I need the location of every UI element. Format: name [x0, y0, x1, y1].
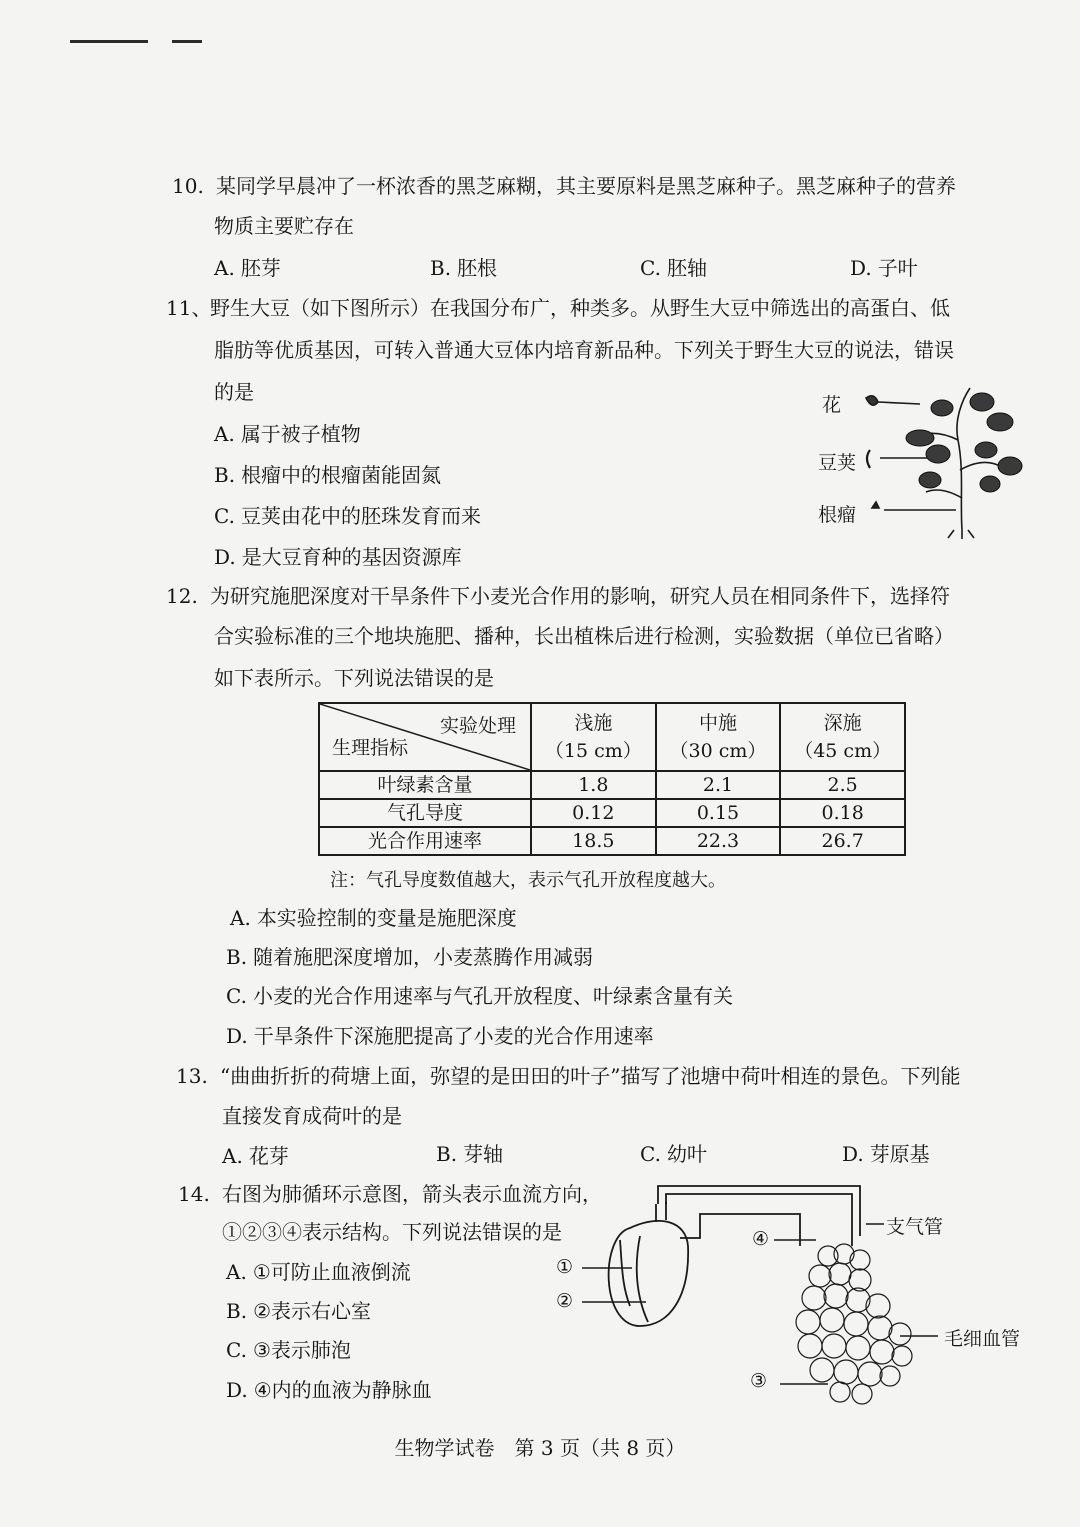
question-11-stem-cont: 脂肪等优质基因，可转入普通大豆体内培育新品种。下列关于野生大豆的说法，错误	[214, 338, 954, 362]
question-14-stem-cont: ①②③④表示结构。下列说法错误的是	[222, 1220, 562, 1244]
question-10-stem	[172, 172, 956, 200]
option-c: C. 豆荚由花中的胚珠发育而来	[214, 504, 481, 528]
question-number: 12.	[166, 584, 198, 608]
question-text: 某同学早晨冲了一杯浓香的黑芝麻糊，其主要原料是黑芝麻种子。黑芝麻种子的营养	[216, 174, 956, 198]
page-footer: 生物学试卷 第 3 页（共 8 页）	[394, 1436, 686, 1460]
question-number: 11、	[166, 296, 212, 320]
question-12-stem	[166, 582, 950, 610]
table-cell: 2.5	[780, 771, 905, 799]
figure-label-bronchus: 支气管	[886, 1216, 944, 1238]
option-d: D. ④内的血液为静脉血	[226, 1378, 432, 1402]
experiment-data-table	[318, 702, 906, 856]
option-a: A. 本实验控制的变量是施肥深度	[230, 906, 517, 930]
question-10-stem-cont: 物质主要贮存在	[214, 214, 354, 238]
figure-label-nodule: 根瘤	[818, 504, 857, 526]
column-header: 深施 （45 cm）	[780, 703, 905, 771]
option-a: A. ①可防止血液倒流	[226, 1260, 411, 1284]
option-c: C. ③表示肺泡	[226, 1338, 351, 1362]
table-cell: 22.3	[656, 827, 781, 855]
table-row	[319, 827, 905, 855]
row-label: 气孔导度	[319, 799, 531, 827]
question-text: 为研究施肥深度对干旱条件下小麦光合作用的影响，研究人员在相同条件下，选择符	[210, 584, 950, 608]
question-11-stem	[166, 294, 950, 322]
option-d: D. 干旱条件下深施肥提高了小麦的光合作用速率	[226, 1024, 654, 1048]
table-note: 注：气孔导度数值越大，表示气孔开放程度越大。	[330, 870, 726, 891]
table-cell: 0.15	[656, 799, 781, 827]
figure-marker-4: ④	[752, 1228, 770, 1250]
option-b: B. 胚根	[430, 256, 498, 280]
question-number: 10.	[172, 174, 204, 198]
figure-label-flower: 花	[822, 394, 842, 416]
question-number: 13.	[176, 1064, 208, 1088]
table-row	[319, 771, 905, 799]
table-cell: 26.7	[780, 827, 905, 855]
option-a: A. 花芽	[222, 1144, 289, 1168]
row-label: 光合作用速率	[319, 827, 531, 855]
option-d: D. 子叶	[850, 256, 918, 280]
row-axis-label: 生理指标	[332, 737, 409, 759]
figure-label-capillary: 毛细血管	[944, 1328, 1021, 1350]
option-c: C. 胚轴	[640, 256, 707, 280]
column-axis-label: 实验处理	[439, 715, 516, 737]
question-text: 右图为肺循环示意图，箭头表示血流方向，	[222, 1182, 602, 1206]
table-cell: 2.1	[656, 771, 781, 799]
figure-marker-1: ①	[556, 1256, 574, 1278]
scan-mark	[70, 40, 148, 43]
option-a: A. 胚芽	[214, 256, 281, 280]
figure-marker-2: ②	[556, 1290, 574, 1312]
question-14-stem	[178, 1180, 602, 1208]
column-header: 中施 （30 cm）	[656, 703, 781, 771]
soybean-plant-figure	[850, 380, 1040, 540]
question-number: 14.	[178, 1182, 210, 1206]
option-c: C. 小麦的光合作用速率与气孔开放程度、叶绿素含量有关	[226, 984, 733, 1008]
question-13-stem-cont: 直接发育成荷叶的是	[222, 1104, 402, 1128]
row-label: 叶绿素含量	[319, 771, 531, 799]
option-a: A. 属于被子植物	[214, 422, 361, 446]
table-cell: 18.5	[531, 827, 656, 855]
option-b: B. 根瘤中的根瘤菌能固氮	[214, 463, 442, 487]
table-row	[319, 799, 905, 827]
question-12-stem-cont: 合实验标准的三个地块施肥、播种，长出植株后进行检测，实验数据（单位已省略）	[214, 624, 954, 648]
option-b: B. 芽轴	[436, 1142, 504, 1166]
table-cell: 0.18	[780, 799, 905, 827]
column-header: 浅施 （15 cm）	[531, 703, 656, 771]
table-corner-header	[319, 703, 531, 771]
question-text: “曲曲折折的荷塘上面，弥望的是田田的叶子”描写了池塘中荷叶相连的景色。下列能	[220, 1064, 961, 1088]
figure-marker-3: ③	[750, 1370, 768, 1392]
question-11-stem-cont: 的是	[214, 380, 254, 404]
table-cell: 0.12	[531, 799, 656, 827]
question-text: 野生大豆（如下图所示）在我国分布广，种类多。从野生大豆中筛选出的高蛋白、低	[210, 296, 950, 320]
question-12-stem-cont: 如下表所示。下列说法错误的是	[214, 666, 494, 690]
table-cell: 1.8	[531, 771, 656, 799]
alveoli-cluster	[796, 1244, 912, 1404]
question-13-stem	[176, 1062, 960, 1090]
option-d: D. 芽原基	[842, 1142, 930, 1166]
scan-mark	[172, 40, 202, 43]
option-b: B. 随着施肥深度增加，小麦蒸腾作用减弱	[226, 945, 594, 969]
figure-label-pod: 豆荚	[818, 452, 857, 474]
option-d: D. 是大豆育种的基因资源库	[214, 545, 462, 569]
option-c: C. 幼叶	[640, 1142, 707, 1166]
option-b: B. ②表示右心室	[226, 1299, 371, 1323]
